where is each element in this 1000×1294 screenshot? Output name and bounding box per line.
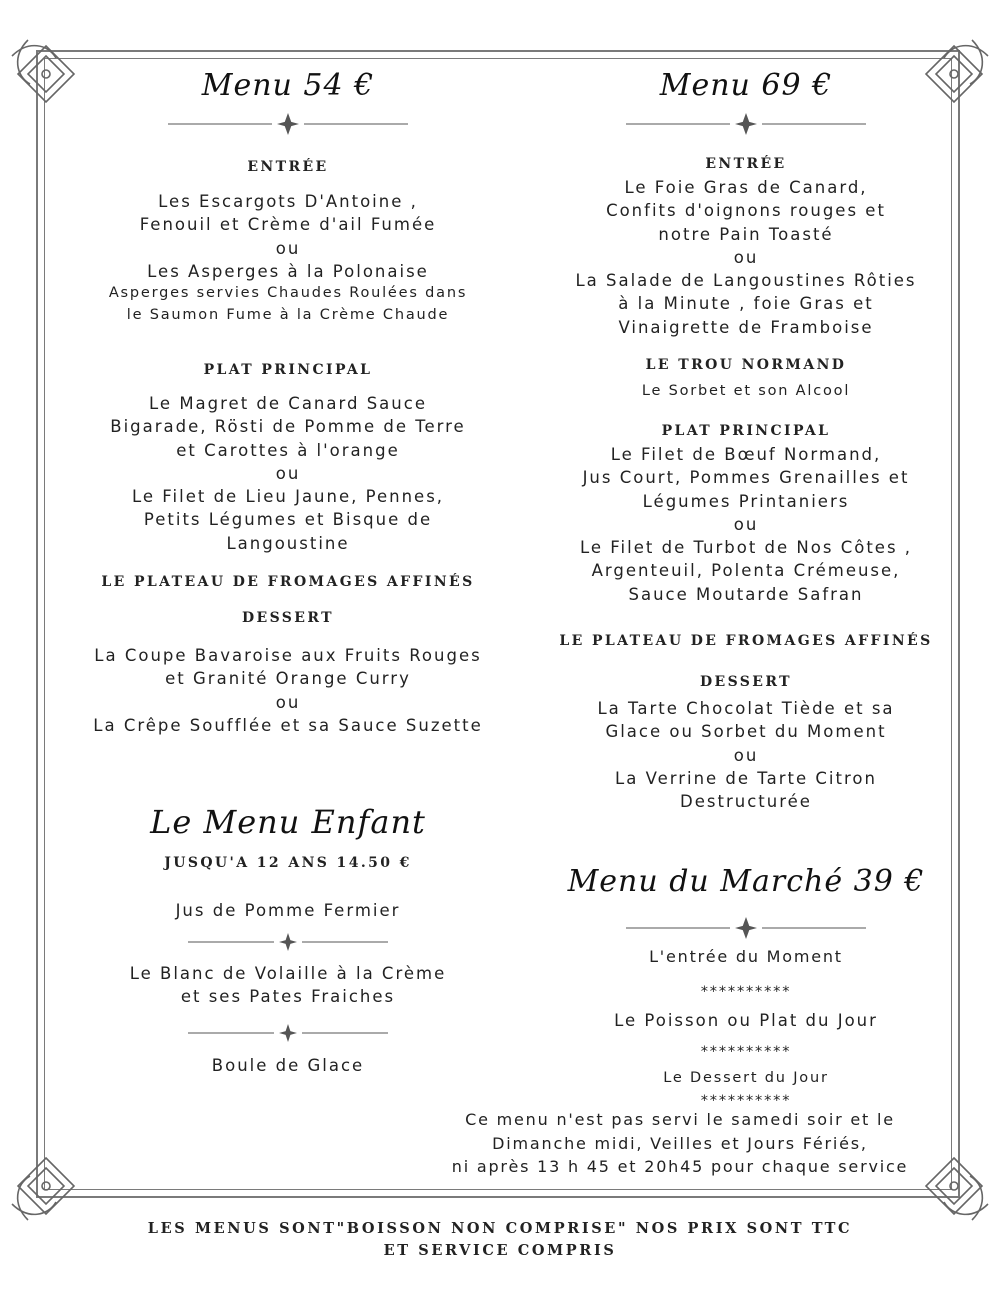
diamond-divider-icon [168,112,408,136]
diamond-divider-icon [188,932,388,952]
menu-item-detail: Asperges servies Chaudes Roulées dans [108,285,468,302]
menu-marche-entree: L'entrée du Moment [649,947,843,966]
menu-54-dessert-list [60,644,516,737]
menu-69-entree-heading: ENTRÉE [705,156,787,172]
separator-stars: ********** [700,1093,792,1109]
menu-69-plat-list [530,443,962,606]
menu-enfant-subtitle: JUSQU'A 12 ANS 14.50 € [164,855,412,871]
menu-item: La Salade de Langoustines Rôties [575,271,917,291]
menu-item: Le Sorbet et son Alcool [641,383,851,399]
menu-marche-plat: Le Poisson ou Plat du Jour [614,1011,878,1030]
menu-item: Vinaigrette de Framboise [618,317,874,337]
menu-item: Petits Légumes et Bisque de [143,510,433,530]
menu-54-entree-list [60,190,516,326]
menu-item: Glace ou Sorbet du Moment [605,722,887,742]
right-column [530,0,962,1200]
menu-69-entree-list [530,176,962,339]
menu-item: ou [733,247,759,267]
diamond-divider-icon [626,916,866,940]
menu-69-fromages-heading: LE PLATEAU DE FROMAGES AFFINÉS [559,633,933,649]
menu-item: La Crêpe Soufflée et sa Sauce Suzette [93,715,483,735]
menu-item: Jus de Pomme Fermier [175,901,401,920]
menu-item: La Verrine de Tarte Citron [615,768,877,788]
menu-item: Le Filet de Lieu Jaune, Pennes, [131,487,445,507]
menu-item: La Tarte Chocolat Tiède et sa [597,699,895,718]
menu-item: Boule de Glace [211,1056,365,1075]
menu-item: Confits d'oignons rouges et [606,201,886,221]
menu-69-plat-heading: PLAT PRINCIPAL [661,423,831,439]
note-line: Ce menu n'est pas servi le samedi soir et le [465,1110,895,1129]
menu-item: Les Asperges à la Polonaise [147,261,429,281]
menu-item: Légumes Printaniers [642,491,850,511]
menu-item: La Coupe Bavaroise aux Fruits Rouges [94,646,482,665]
menu-item: Jus Court, Pommes Grenailles et [582,468,910,488]
menu-69-dessert-heading: DESSERT [699,674,792,690]
note-line: ni après 13 h 45 et 20h45 pour chaque service [451,1157,909,1176]
menu-item: Le Filet de Bœuf Normand, [610,445,882,464]
footer-line: LES MENUS SONT"BOISSON NON COMPRISE" NOS PRIX SONT TTC [147,1220,853,1237]
menu-item: ou [733,745,759,765]
menu-enfant-title: Le Menu Enfant [150,803,426,841]
menu-54-plat-heading: PLAT PRINCIPAL [203,362,373,378]
menu-item: Le Filet de Turbot de Nos Côtes , [579,538,913,558]
menu-69-title: Menu 69 € [659,68,833,103]
separator-stars: ********** [700,1044,792,1060]
menu-54-plat-list [60,392,516,555]
menu-item: ou [275,692,301,712]
menu-item: Fenouil et Crème d'ail Fumée [139,215,437,235]
menu-marche-title: Menu du Marché 39 € [567,864,925,899]
menu-54-fromages-heading: LE PLATEAU DE FROMAGES AFFINÉS [101,574,475,590]
menu-item: Le Foie Gras de Canard, [624,178,868,197]
menu-item: et ses Pates Fraiches [180,987,396,1007]
menu-item: à la Minute , foie Gras et [618,294,874,314]
menu-69-trou-heading: LE TROU NORMAND [645,357,847,373]
menu-item: Bigarade, Rösti de Pomme de Terre [110,417,466,437]
left-column [60,0,516,1200]
menu-item: Destructurée [680,792,812,812]
footer-note [0,1218,1000,1262]
menu-item: Sauce Moutarde Safran [628,584,864,604]
menu-54-entree-heading: ENTRÉE [247,159,329,175]
menu-enfant-plat [60,962,516,1009]
menu-item: et Carottes à l'orange [176,440,400,460]
menu-item: Les Escargots D'Antoine , [158,192,418,211]
separator-stars: ********** [700,984,792,1000]
menu-item: Langoustine [226,533,350,553]
menu-54-dessert-heading: DESSERT [241,610,334,626]
footer-line: ET SERVICE COMPRIS [383,1242,617,1259]
menu-marche-note [412,1108,948,1179]
menu-item: ou [275,238,301,258]
diamond-divider-icon [188,1023,388,1043]
menu-54-title: Menu 54 € [201,68,375,103]
menu-item: notre Pain Toasté [658,224,834,244]
menu-item: ou [275,463,301,483]
menu-item: Le Magret de Canard Sauce [149,394,427,413]
menu-item: Le Blanc de Volaille à la Crème [129,964,447,983]
menu-item: ou [733,514,759,534]
menu-marche-dessert: Le Dessert du Jour [663,1070,829,1086]
menu-69-dessert-list [530,697,962,813]
menu-item: Argenteuil, Polenta Crémeuse, [591,561,901,581]
diamond-divider-icon [626,112,866,136]
menu-item: et Granité Orange Curry [165,669,411,689]
note-line: Dimanche midi, Veilles et Jours Fériés, [492,1133,868,1153]
menu-item-detail: le Saumon Fume à la Crème Chaude [126,306,450,323]
